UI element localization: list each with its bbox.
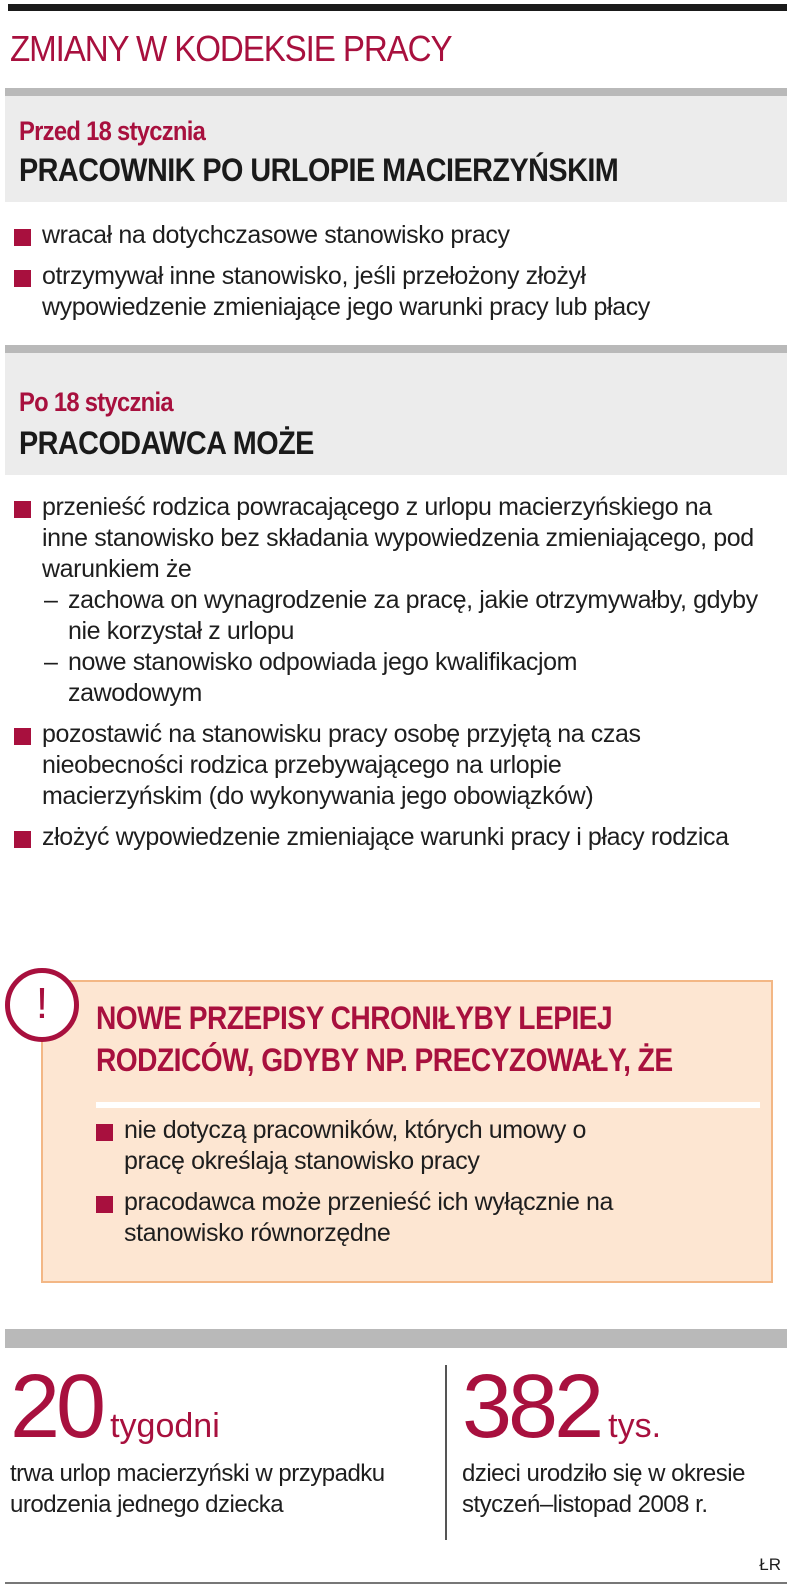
bullet-square-icon [14, 501, 31, 518]
item-text: złożyć wypowiedzenie zmieniające warunki pracy i płacy rodzica [42, 823, 729, 851]
item-text: przenieść rodzica powracającego z urlopu macierzyńskiego na inne stanowisko bez składania wypowiedzenia zmieniającego, pod warunkiem że [42, 493, 754, 583]
stats-divider [445, 1365, 447, 1540]
note-heading-line: RODZICÓW, GDYBY NP. PRECYZOWAŁY, ŻE [96, 1042, 673, 1078]
list-item [96, 1115, 636, 1177]
section-heading: PRACODAWCA MOŻE [19, 425, 314, 461]
sub-item [14, 585, 784, 647]
list-item [14, 220, 785, 251]
note-heading [96, 997, 673, 1081]
list-item [14, 822, 734, 853]
section-before-list [14, 220, 785, 333]
bullet-square-icon [14, 831, 31, 848]
stat-description: trwa urlop macierzyński w przypadku urodzenia jednego dziecka [10, 1460, 385, 1518]
bottom-rule [5, 1582, 787, 1584]
page-title: ZMIANY W KODEKSIE PRACY [10, 28, 452, 69]
section-before-header [5, 88, 787, 202]
bullet-square-icon [14, 270, 31, 287]
bullet-square-icon [14, 728, 31, 745]
item-text: nie dotyczą pracowników, których umowy o pracę określają stanowisko pracy [124, 1116, 586, 1175]
note-list [96, 1115, 716, 1259]
sub-item-text: zachowa on wynagrodzenie za pracę, jakie otrzymywałby, gdyby nie korzystał z urlopu [68, 586, 758, 645]
list-item [14, 719, 714, 812]
item-text: otrzymywał inne stanowisko, jeśli przełożony złożył wypowiedzenie zmieniające jego warunki pracy lub płacy [42, 262, 650, 321]
section-after-header [5, 345, 787, 475]
bullet-square-icon [96, 1124, 113, 1141]
dash: – [44, 648, 58, 676]
bullet-square-icon [96, 1196, 113, 1213]
top-rule [8, 4, 787, 11]
section-subtitle: Po 18 stycznia [19, 387, 173, 417]
sub-item-text: nowe stanowisko odpowiada jego kwalifikacjom zawodowym [68, 648, 578, 707]
note-heading-line: NOWE PRZEPISY CHRONIŁYBY LEPIEJ [96, 1000, 613, 1036]
bullet-square-icon [14, 229, 31, 246]
exclamation-icon: ! [5, 968, 79, 1042]
dash: – [44, 586, 58, 614]
stat-value: 382 [462, 1357, 601, 1457]
stat-description: dzieci urodziło się w okresie styczeń–listopad 2008 r. [462, 1460, 745, 1518]
section-subtitle: Przed 18 stycznia [19, 116, 206, 146]
item-text: pozostawić na stanowisku pracy osobę przyjętą na czas nieobecności rodzica przebywającego na urlopie macierzyńskim (do wykonywania jego obowiązków) [42, 720, 641, 810]
section-after-list [14, 492, 785, 863]
stats-rule [5, 1329, 787, 1348]
section-heading: PRACOWNIK PO URLOPIE MACIERZYŃSKIM [19, 152, 619, 188]
stat-unit: tys. [608, 1407, 662, 1445]
stat-value: 20 [10, 1357, 103, 1457]
stat-births [462, 1357, 782, 1520]
item-text: wracał na dotychczasowe stanowisko pracy [42, 221, 510, 249]
item-text: pracodawca może przenieść ich wyłącznie na stanowisko równorzędne [124, 1188, 613, 1247]
list-item [96, 1187, 636, 1249]
list-item [14, 261, 694, 323]
sub-item [14, 647, 714, 709]
stat-weeks [10, 1357, 440, 1520]
author-credit: ŁR [759, 1555, 781, 1574]
list-item [14, 492, 758, 709]
stat-unit: tygodni [110, 1407, 220, 1445]
note-divider [96, 1102, 760, 1108]
